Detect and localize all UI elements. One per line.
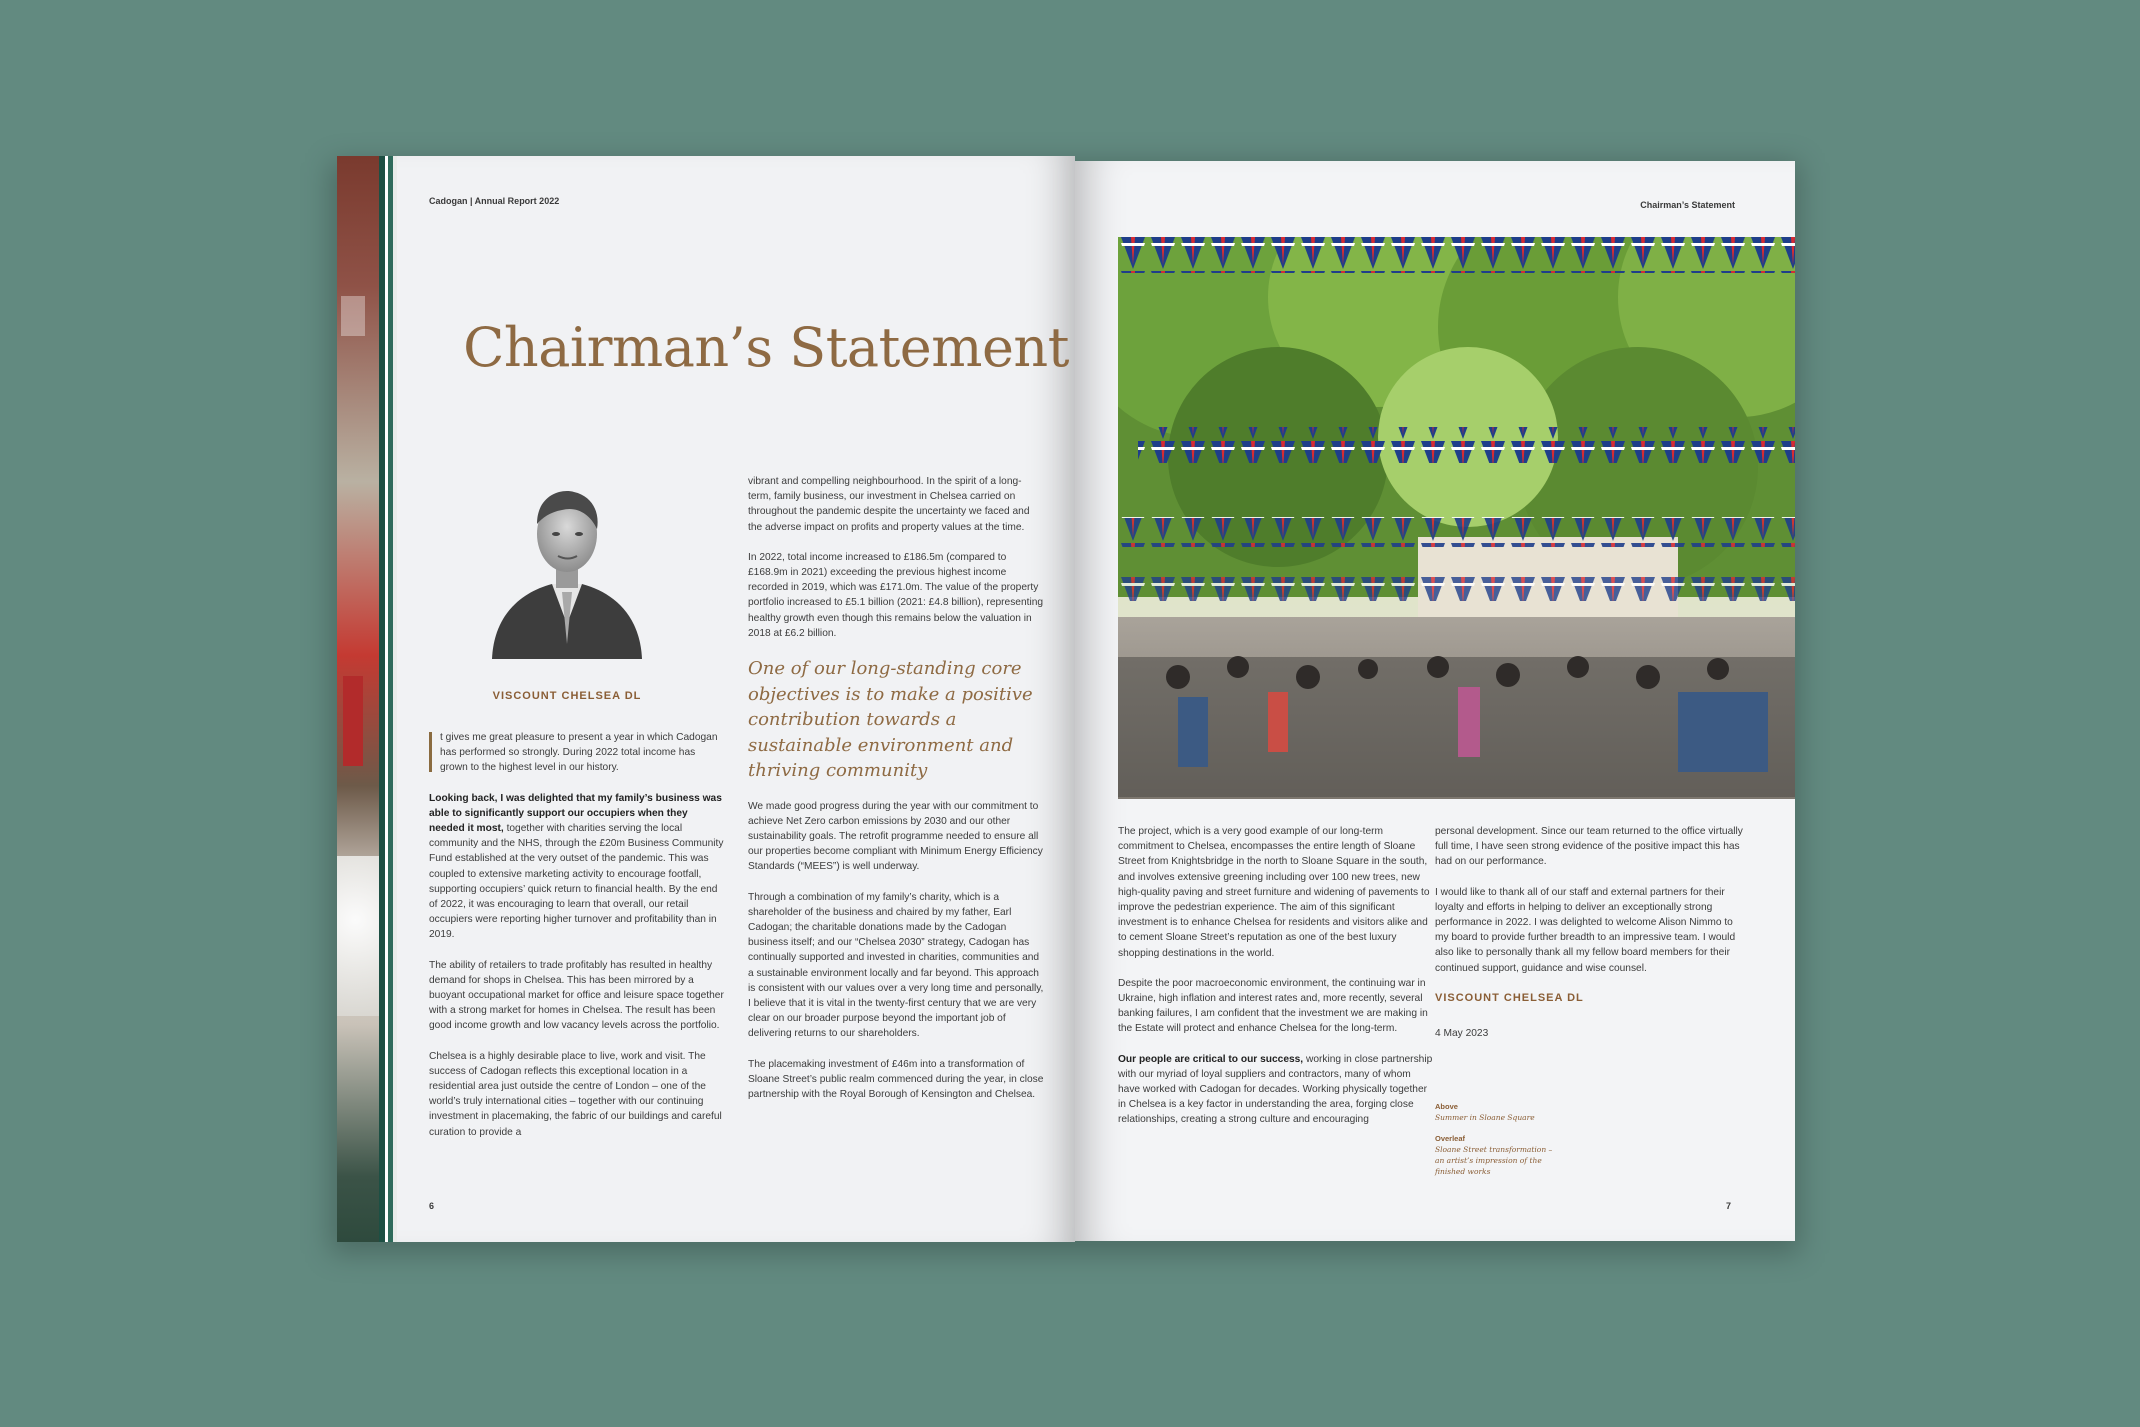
paragraph: The ability of retailers to trade profitably has resulted in healthy demand for shops in Chelsea. This has been mirrored by a buoyant occupational market for office and leisure space together with a strong market for homes in Chelsea. The result has been good income growth and low vacancy levels across the portfolio.	[429, 959, 724, 1032]
caption-label: Overleaf	[1435, 1134, 1466, 1143]
page-number: 7	[1725, 1201, 1731, 1211]
sloane-square-photo	[1118, 237, 1795, 799]
caption-text: Sloane Street transformation –	[1435, 1145, 1553, 1154]
right-column-1	[1118, 824, 1433, 1143]
paragraph: personal development. Since our team returned to the office virtually full time, I have seen strong evidence of the positive impact this has had on our performance.	[1435, 826, 1743, 868]
drop-cap-marker	[429, 732, 432, 772]
page-title: Chairman’s Statement	[463, 316, 1069, 379]
right-column-2	[1435, 824, 1745, 1056]
right-page	[1075, 161, 1795, 1241]
running-head: Chairman’s Statement	[1640, 200, 1735, 210]
chairman-portrait	[482, 474, 652, 659]
paragraph: The placemaking investment of £46m into a transformation of Sloane Street’s public realm commenced during the year, in close partnership with the Royal Borough of Kensington and Chelsea.	[748, 1058, 1044, 1100]
paragraph: Chelsea is a highly desirable place to live, work and visit. The success of Cadogan reflects this exceptional location in a residential area just outside the centre of London – one of the world’s truly international cities – together with our continuing investment in placemaking, the fabric of our buildings and careful curation to provide a	[429, 1050, 722, 1138]
page-number: 6	[429, 1201, 435, 1211]
pull-quote: One of our long-standing core objectives is to make a positive contribution towards a sustainable environment and thriving community	[748, 658, 1033, 782]
paragraph: Our people are critical to our success, working in close partnership with our myriad of loyal suppliers and contractors, many of whom have worked with Cadogan for decades. Working physically together in Chelsea is a key factor in understanding the area, forging close relationships, creating a strong culture and encouraging	[1118, 1053, 1433, 1126]
date: 4 May 2023	[1435, 1028, 1489, 1040]
caption-text: an artist’s impression of the	[1435, 1156, 1542, 1165]
paragraph: The project, which is a very good example of our long-term commitment to Chelsea, encompasses the entire length of Sloane Street from Knightsbridge in the north to Sloane Square in the south, and involves extensive greening including over 100 new trees, new high-quality paving and street furniture and widening of pavements to improve the pedestrian experience. The aim of this significant investment is to enhance Chelsea for residents and visitors alike and to cement Sloane Street’s reputation as one of the best luxury shopping destinations in the world.	[1118, 826, 1430, 959]
paragraph: Looking back, I was delighted that my family’s business was able to significantly support our occupiers when they needed it most, together with charities serving the local community and the NHS, through the £20m Business Community Fund established at the very outset of the pandemic. This was coupled to extensive marketing activity to encourage footfall, supporting occupiers’ quick return to financial health. By the end of 2022, it was encouraging to learn that overall, our retail occupiers were reporting higher turnover and profitability than in 2019.	[429, 792, 724, 941]
signature: VISCOUNT CHELSEA DL	[1435, 991, 1584, 1004]
running-head: Cadogan | Annual Report 2022	[429, 196, 560, 206]
portrait-caption: VISCOUNT CHELSEA DL	[492, 690, 642, 702]
left-page	[337, 156, 1075, 1242]
paragraph: We made good progress during the year with our commitment to achieve Net Zero carbon emissions by 2030 and our other sustainability goals. The retrofit programme needed to ensure all our properties become compliant with Minimum Energy Efficiency Standards (“MEES”) is well underway.	[748, 800, 1043, 873]
left-column-2	[748, 474, 1044, 1117]
paragraph: vibrant and compelling neighbourhood. In the spirit of a long-term, family business, our investment in Chelsea carried on throughout the pandemic despite the uncertainty we faced and the adverse impact on profits and property values at the time.	[748, 476, 1030, 533]
caption-text: Summer in Sloane Square	[1435, 1113, 1535, 1122]
paragraph: Despite the poor macroeconomic environment, the continuing war in Ukraine, high inflation and interest rates and, more recently, several banking failures, I am confident that the investment we are making in the Estate will protect and enhance Chelsea for the long-term.	[1118, 977, 1428, 1035]
caption-text: finished works	[1435, 1167, 1491, 1176]
left-column-1	[429, 730, 725, 1155]
caption-label: Above	[1435, 1102, 1458, 1111]
photo-captions	[1435, 1101, 1552, 1177]
paragraph: I would like to thank all of our staff and external partners for their loyalty and efforts in helping to deliver an exceptionally strong performance in 2022. I was delighted to welcome Alison Nimmo to my board to provide further breadth to an impressive team. I would also like to personally thank all my fellow board members for their continued support, guidance and wise counsel.	[1435, 886, 1736, 974]
intro-paragraph: t gives me great pleasure to present a year in which Cadogan has performed so strongly. During 2022 total income has grown to the highest level in our history.	[429, 730, 725, 776]
paragraph: In 2022, total income increased to £186.5m (compared to £168.9m in 2021) exceeding the previous highest income recorded in 2019, which was £171.0m. The value of the property portfolio increased to £5.1 billion (2021: £4.8 billion), representing healthy growth even though this remains below the valuation in 2018 at £6.2 billion.	[748, 551, 1044, 639]
paragraph: Through a combination of my family’s charity, which is a shareholder of the business and chaired by my father, Earl Cadogan; the charitable donations made by the Cadogan business itself; and our “Chelsea 2030” strategy, Cadogan has continually supported and invested in charities, communities and a sustainable environment locally and far beyond. This approach is consistent with our values over a very long time and personally, I believe that it is vital in the twenty-first century that we are very clear on our broader purpose beyond the important job of delivering returns to our shareholders.	[748, 891, 1044, 1040]
